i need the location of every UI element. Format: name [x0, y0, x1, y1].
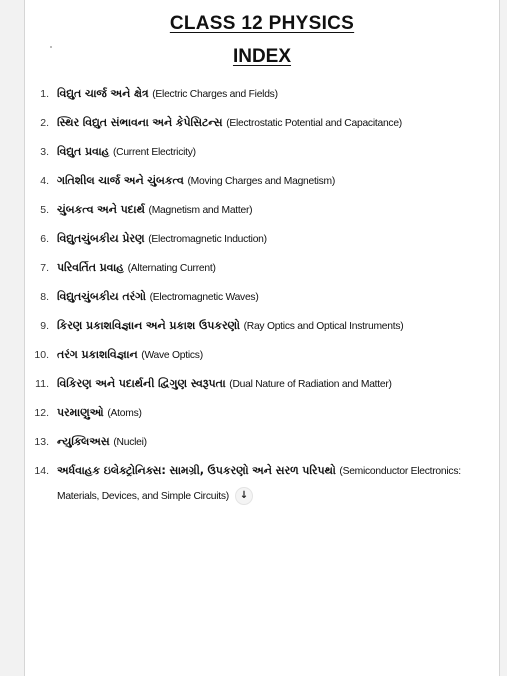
- chapter-number: 14.: [34, 465, 49, 477]
- chapter-item: [25, 287, 499, 316]
- chapter-title-gujarati: વિદ્યુતચુંબકીય પ્રેરણ: [57, 232, 149, 245]
- chapter-item: [25, 316, 499, 345]
- chapter-number: 3.: [40, 146, 49, 158]
- chapter-title-english: (Moving Charges and Magnetism): [187, 176, 336, 187]
- chapter-item: [25, 432, 499, 461]
- chapter-title-gujarati: પરમાણુઓ: [57, 406, 108, 419]
- chapter-number: 12.: [34, 407, 49, 419]
- chapter-number: 6.: [40, 233, 49, 245]
- chapter-title-english: (Dual Nature of Radiation and Matter): [229, 379, 392, 390]
- chapter-number: 5.: [40, 204, 49, 216]
- chapter-title-english: (Current Electricity): [112, 147, 196, 158]
- chapter-item: [25, 171, 499, 200]
- chapter-title-english: (Atoms): [107, 408, 142, 419]
- chapter-title-gujarati: તરંગ પ્રકાશવિજ્ઞાન: [57, 348, 142, 361]
- page-title: CLASS 12 PHYSICS: [169, 13, 355, 34]
- chapter-item: [25, 374, 499, 403]
- chapter-number: 9.: [40, 320, 49, 332]
- chapter-number: 1.: [40, 88, 49, 100]
- chapter-title-gujarati: વિદ્યુત પ્રવાહ: [57, 145, 113, 158]
- chapter-title-english: (Magnetism and Matter): [148, 205, 253, 216]
- chapter-title-english: (Electrostatic Potential and Capacitance): [226, 118, 402, 129]
- chapter-number: 7.: [40, 262, 49, 274]
- chapter-item: [25, 200, 499, 229]
- chapter-title-english: (Wave Optics): [141, 350, 203, 361]
- chapter-title-gujarati: વિદ્યુતચુંબકીય તરંગો: [57, 290, 150, 303]
- chapter-item: [25, 142, 499, 171]
- chapter-title-gujarati: પરિવર્તિત પ્રવાહ: [57, 261, 128, 274]
- chapter-item: [25, 403, 499, 432]
- chapter-title-english: (Electromagnetic Induction): [148, 234, 267, 245]
- chapter-title-gujarati: સ્થિર વિદ્યુત સંભાવના અને કેપેસિટન્સ: [57, 116, 227, 129]
- chapter-item: [25, 345, 499, 374]
- chapter-number: 11.: [35, 378, 49, 390]
- chapter-item: [25, 84, 499, 113]
- chapter-item: [25, 461, 499, 507]
- chapter-title-gujarati: વિકિરણ અને પદાર્થની દ્વિગુણ સ્વરૂપતા: [57, 377, 230, 390]
- chapter-title-gujarati: ન્યુક્લિઅસ: [57, 435, 114, 448]
- document-page: [24, 0, 500, 676]
- chapter-title-english: (Alternating Current): [127, 263, 216, 274]
- chapter-number: 2.: [40, 117, 49, 129]
- chapter-item: [25, 258, 499, 287]
- arrow-down-icon: ↓: [239, 490, 249, 501]
- chapter-title-english: (Ray Optics and Optical Instruments): [243, 321, 404, 332]
- chapter-list: [25, 84, 499, 507]
- chapter-title-english: (Semiconductor Electronics: Materials, Devices, and Simple Circuits): [57, 466, 461, 502]
- index-heading: INDEX: [232, 46, 292, 67]
- chapter-title-gujarati: વિદ્યુત ચાર્જ અને ક્ષેત્ર: [57, 87, 153, 100]
- chapter-title-gujarati: અર્ધવાહક ઇલેક્ટ્રોનિક્સ: સામગ્રી, ઉપકરણો અને સરળ પરિપથો: [57, 464, 340, 477]
- chapter-number: 4.: [40, 175, 49, 187]
- scroll-down-button[interactable]: [235, 487, 253, 505]
- chapter-title-english: (Nuclei): [113, 437, 147, 448]
- chapter-title-gujarati: ચુંબકત્વ અને પદાર્થ: [57, 203, 149, 216]
- chapter-title-english: (Electromagnetic Waves): [149, 292, 259, 303]
- chapter-number: 8.: [40, 291, 49, 303]
- chapter-number: 13.: [34, 436, 49, 448]
- chapter-title-gujarati: કિરણ પ્રકાશવિજ્ઞાન અને પ્રકાશ ઉપકરણો: [57, 319, 244, 332]
- chapter-item: [25, 113, 499, 142]
- chapter-item: [25, 229, 499, 258]
- chapter-number: 10.: [34, 349, 49, 361]
- chapter-title-english: (Electric Charges and Fields): [152, 89, 278, 100]
- chapter-title-gujarati: ગતિશીલ ચાર્જ અને ચુંબકત્વ: [57, 174, 188, 187]
